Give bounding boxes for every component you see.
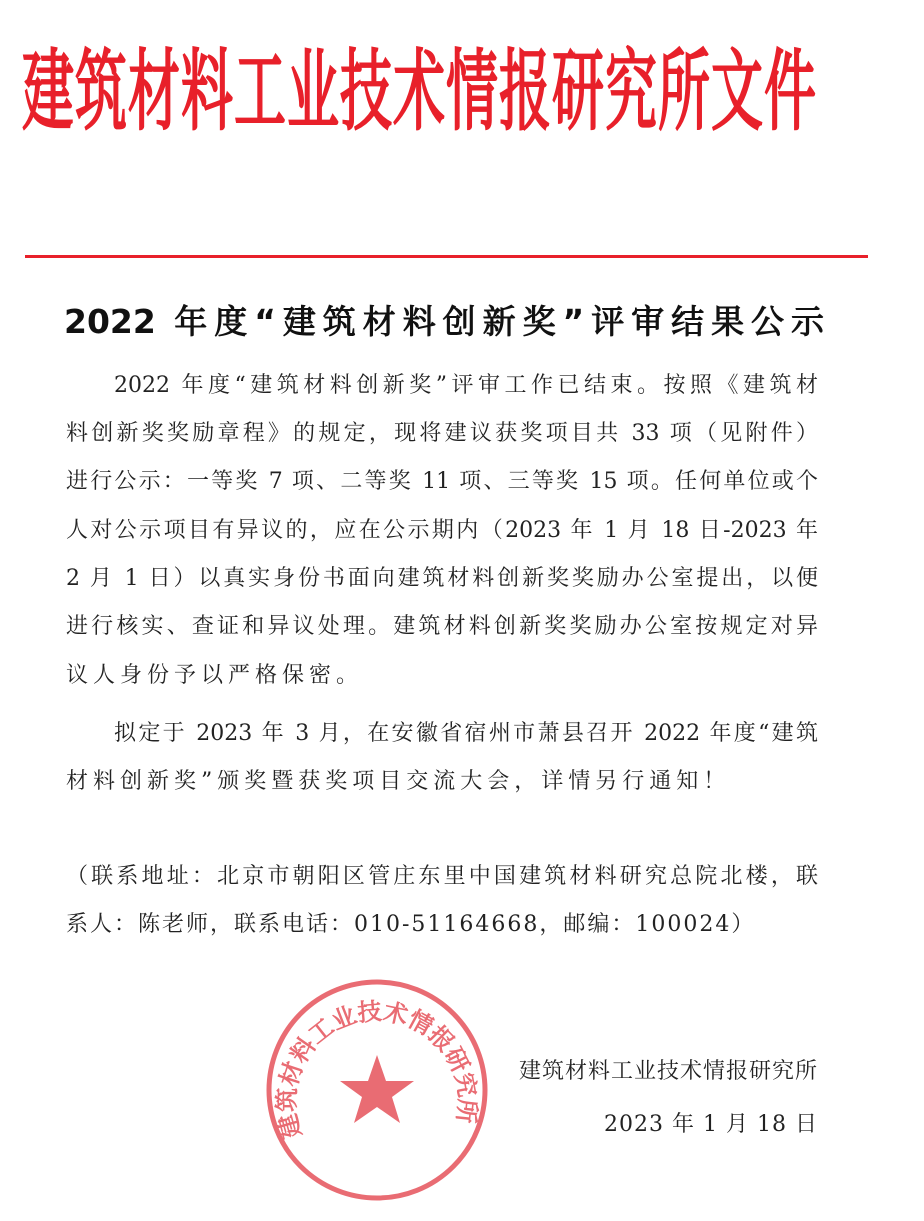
paragraph-line: 材料创新奖”颁奖暨获奖项目交流大会，详情另行通知！ bbox=[66, 769, 731, 794]
paragraph-line: 2 月 1 日）以真实身份书面向建筑材料创新奖奖励办公室提出，以便 bbox=[66, 566, 818, 591]
paragraph-line: 拟定于 2023 年 3 月，在安徽省宿州市萧县召开 2022 年度“建筑 bbox=[114, 721, 818, 746]
seal-text: 建筑材料工业技术情报研究所 bbox=[272, 997, 482, 1142]
paragraph-line: 议人身份予以严格保密。 bbox=[66, 663, 364, 688]
contact-line: 系人：陈老师，联系电话：010-51164668，邮编：100024） bbox=[66, 912, 756, 937]
paragraph-line: 料创新奖奖励章程》的规定，现将建议获奖项目共 33 项（见附件） bbox=[66, 421, 818, 446]
contact-line: （联系地址：北京市朝阳区管庄东里中国建筑材料研究总院北楼，联 bbox=[66, 864, 818, 889]
paragraph-line: 进行公示：一等奖 7 项、二等奖 11 项、三等奖 15 项。任何单位或个 bbox=[66, 469, 818, 494]
signature-org: 建筑材料工业技术情报研究所 bbox=[518, 1059, 818, 1084]
document-title: 2022 年度“建筑材料创新奖”评审结果公示 bbox=[64, 302, 824, 341]
header-divider bbox=[25, 255, 868, 258]
paragraph-line: 进行核实、查证和异议处理。建筑材料创新奖奖励办公室按规定对异 bbox=[66, 614, 818, 639]
official-seal bbox=[262, 975, 492, 1205]
document-header: 建筑材料工业技术情报研究所文件 bbox=[22, 42, 818, 144]
paragraph-line: 人对公示项目有异议的，应在公示期内（2023 年 1 月 18 日-2023 年 bbox=[66, 518, 818, 543]
paragraph-line: 2022 年度“建筑材料创新奖”评审工作已结束。按照《建筑材 bbox=[114, 373, 818, 398]
signature-date: 2023 年 1 月 18 日 bbox=[604, 1112, 818, 1137]
